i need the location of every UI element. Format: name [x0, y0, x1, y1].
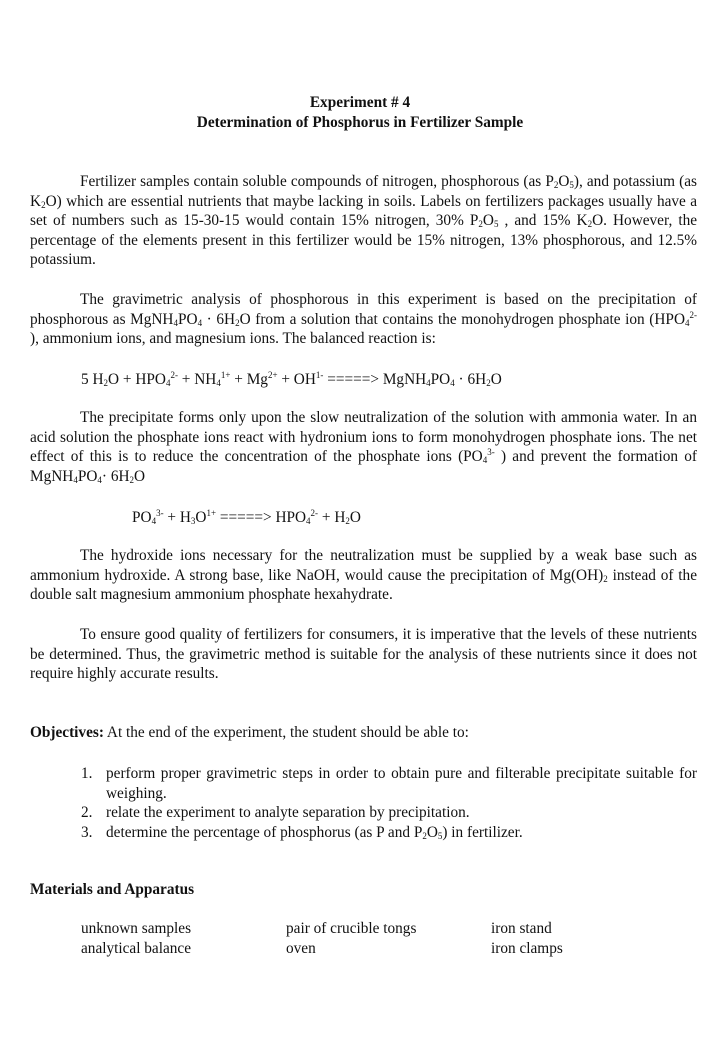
objective-item: 1. perform proper gravimetric steps in order to obtain pure and filterable precipitate suitable for weighing. — [81, 765, 697, 802]
material-item: unknown samples — [81, 920, 192, 937]
objectives-intro: Objectives: At the end of the experiment, the student should be able to: — [30, 724, 469, 741]
material-item: pair of crucible tongs — [286, 920, 417, 937]
balanced-reaction-equation: 5 $H_2O + HPO_4^{2-} + NH_4^{1+} + Mg^{2+} + OH^{1-}$ =====> $MgNH_4PO_4 \cdot 6H_2O$ — [81, 370, 502, 388]
objective-item: 3. determine the percentage of phosphorus (as P and $P_2O_5$) in fertilizer. — [81, 823, 523, 841]
gravimetric-paragraph: The gravimetric analysis of phosphorous in this experiment is based on the precipitation of phosphorous as $MgNH_4PO_4 \cdot 6H_2O$ from a solution that contains the monohydrogen phosphate ion ($HPO_4^{2-}$ ), ammonium ions, and magnesium ions. The balanced reaction is: — [30, 291, 697, 348]
objectives-label: Objectives: — [30, 724, 104, 741]
materials-column-2 — [286, 919, 416, 959]
materials-column-1 — [81, 919, 191, 959]
material-item: oven — [286, 940, 316, 957]
title-block — [0, 93, 720, 133]
phosphate-reaction-equation: $PO_4^{3-} + H_3O^{1+}$ =====> $HPO_4^{2-} + H_2O$ — [132, 508, 361, 526]
materials-column-3 — [491, 919, 563, 959]
quality-paragraph: To ensure good quality of fertilizers for consumers, it is imperative that the levels of these nutrients be determined. Thus, the gravimetric method is suitable for the analysis of these nutrients since it does not require highly accurate results. — [30, 626, 697, 683]
experiment-title: Determination of Phosphorus in Fertilizer Sample — [196, 114, 524, 131]
material-item: iron stand — [491, 920, 552, 937]
material-item: iron clamps — [491, 940, 563, 957]
materials-heading: Materials and Apparatus — [30, 881, 195, 898]
material-item: analytical balance — [81, 940, 191, 957]
objectives-list — [81, 764, 697, 842]
intro-paragraph: Fertilizer samples contain soluble compounds of nitrogen, phosphorous (as $P_2O_5$), and potassium (as $K_2O$) which are essential nutrients that maybe lacking in soils. Labels on fertilizers packages usually have a set of numbers such as 15-30-15 would contain 15% nitrogen, 30% $P_2O_5$ , and 15% $K_2O$. However, the percentage of the elements present in this fertilizer would be 15% nitrogen, 13% phosphorous, and 12.5% potassium. — [30, 173, 698, 269]
hydroxide-paragraph: The hydroxide ions necessary for the neutralization must be supplied by a weak base such as ammonium hydroxide. A strong base, like NaOH, would cause the precipitation of $Mg(OH)_2$ instead of the double salt magnesium ammonium phosphate hexahydrate. — [30, 547, 697, 604]
objective-item: 2. relate the experiment to analyte separation by precipitation. — [81, 804, 470, 822]
experiment-number: Experiment # 4 — [309, 94, 411, 111]
neutralization-paragraph: The precipitate forms only upon the slow neutralization of the solution with ammonia water. In an acid solution the phosphate ions react with hydronium ions to form monohydrogen phosphate ions. The net effect of this is to reduce the concentration of the phosphate ions ($PO_4^{3-}$ ) and prevent the formation of $MgNH_4PO_4\cdot 6H_2O$ — [30, 409, 697, 485]
